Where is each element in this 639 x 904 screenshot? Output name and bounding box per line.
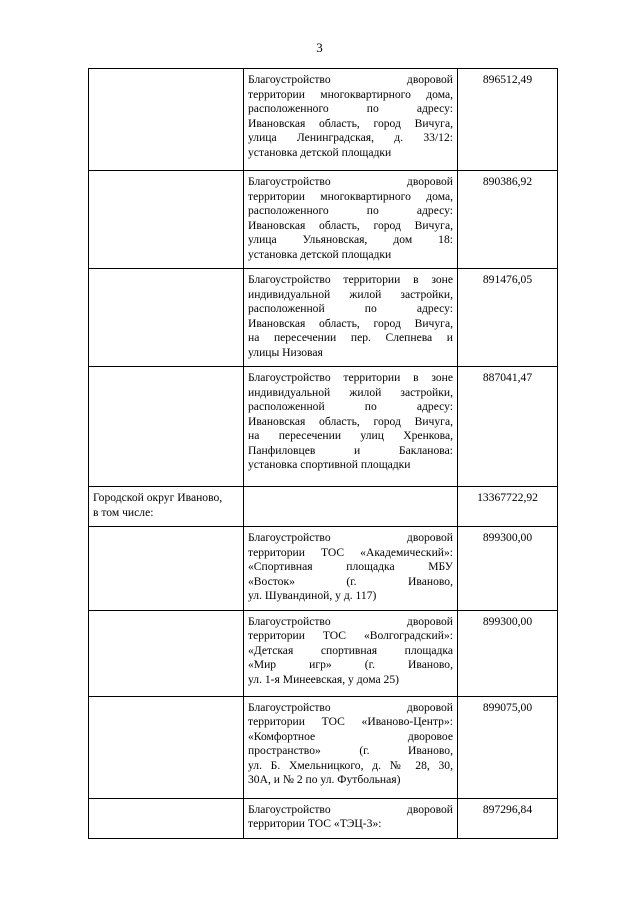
page-number: 3 <box>316 40 323 55</box>
description-line: установка детской площадки <box>248 247 392 261</box>
funding-table <box>88 68 558 839</box>
description-line: территории многоквартирного дома, <box>248 87 453 101</box>
description-line: индивидуальной жилой застройки, <box>248 287 453 301</box>
description-line: Ивановская область, город Вичуга, <box>248 116 453 130</box>
description-cell <box>244 610 458 696</box>
description-cell <box>244 798 458 838</box>
description-line: Ивановская область, город Вичуга, <box>248 414 453 428</box>
region-cell <box>89 269 244 367</box>
description-cell <box>244 696 458 798</box>
description-cell <box>244 69 458 171</box>
amount-cell: 899300,00 <box>458 527 558 611</box>
description-line: Благоустройство территории в зоне <box>248 273 453 286</box>
description-cell <box>244 171 458 269</box>
description-line: «Комфортное дворовое <box>248 729 453 743</box>
description-line: установка спортивной площадки <box>248 458 411 471</box>
description-line: расположенного по адресу: <box>248 102 453 115</box>
description-line: Панфиловцев и Бакланова: <box>248 443 453 457</box>
region-line: Городской округ Иваново, <box>93 491 223 504</box>
description-line: Благоустройство территории в зоне <box>248 371 453 384</box>
description-line: ул. Шувандиной, у д. 117) <box>248 589 377 602</box>
description-cell <box>244 367 458 487</box>
description-line: «Восток» (г. Иваново, <box>248 574 453 588</box>
description-line: улица Ленинградская, д. 33/12: <box>248 131 453 144</box>
description-cell <box>244 527 458 611</box>
description-line: 30А, и № 2 по ул. Футбольная) <box>248 773 401 786</box>
table-row <box>89 798 558 838</box>
region-cell <box>89 610 244 696</box>
description-line: расположенной по адресу: <box>248 400 453 413</box>
region-cell <box>89 367 244 487</box>
description-line: на пересечении пер. Слепнева и <box>248 331 453 344</box>
region-line: в том числе: <box>93 505 154 519</box>
description-line: «Спортивная площадка МБУ <box>248 560 453 573</box>
region-cell <box>89 798 244 838</box>
table-row <box>89 527 558 611</box>
description-line: установка детской площадки <box>248 145 392 159</box>
description-line: территории ТОС «Академический»: <box>248 545 453 559</box>
description-line: территории ТОС «Иваново-Центр»: <box>248 715 453 728</box>
amount-cell: 13367722,92 <box>458 487 558 527</box>
amount-cell: 891476,05 <box>458 269 558 367</box>
table-row <box>89 69 558 171</box>
description-line: Благоустройство дворовой <box>248 700 453 714</box>
amount-cell: 897296,84 <box>458 798 558 838</box>
region-cell <box>89 69 244 171</box>
description-line: Благоустройство дворовой <box>248 73 453 86</box>
table-row <box>89 171 558 269</box>
description-line: ул. 1-я Минеевская, у дома 25) <box>248 672 399 686</box>
description-line: расположенной по адресу: <box>248 302 453 315</box>
description-line: территории ТОС «ТЭЦ-3»: <box>248 817 382 830</box>
description-cell <box>244 487 458 527</box>
amount-cell: 896512,49 <box>458 69 558 171</box>
description-line: Благоустройство дворовой <box>248 175 453 188</box>
region-cell <box>89 527 244 611</box>
description-line: индивидуальной жилой застройки, <box>248 385 453 399</box>
description-line: Ивановская область, город Вичуга, <box>248 316 453 330</box>
description-line: «Детская спортивная площадка <box>248 643 453 657</box>
description-line: ул. Б. Хмельницкого, д. № 28, 30, <box>248 758 453 772</box>
region-cell <box>89 171 244 269</box>
amount-cell: 887041,47 <box>458 367 558 487</box>
description-line: улицы Низовая <box>248 345 323 359</box>
amount-cell: 890386,92 <box>458 171 558 269</box>
amount-cell: 899075,00 <box>458 696 558 798</box>
description-line: расположенного по адресу: <box>248 204 453 217</box>
description-line: территории ТОС «Волгоградский»: <box>248 629 453 642</box>
region-cell <box>89 487 244 527</box>
description-line: на пересечении улиц Хренкова, <box>248 429 453 442</box>
description-cell <box>244 269 458 367</box>
amount-cell: 899300,00 <box>458 610 558 696</box>
table-row <box>89 487 558 527</box>
region-cell <box>89 696 244 798</box>
table-row <box>89 367 558 487</box>
description-line: улица Ульяновская, дом 18: <box>248 233 453 246</box>
description-line: Ивановская область, город Вичуга, <box>248 218 453 232</box>
table-row <box>89 269 558 367</box>
description-line: территории многоквартирного дома, <box>248 189 453 203</box>
description-line: «Мир игр» (г. Иваново, <box>248 658 453 671</box>
description-line: Благоустройство дворовой <box>248 531 453 544</box>
table-row <box>89 696 558 798</box>
description-line: Благоустройство дворовой <box>248 614 453 628</box>
description-line: пространство» (г. Иваново, <box>248 744 453 757</box>
description-line: Благоустройство дворовой <box>248 802 453 816</box>
table-row <box>89 610 558 696</box>
